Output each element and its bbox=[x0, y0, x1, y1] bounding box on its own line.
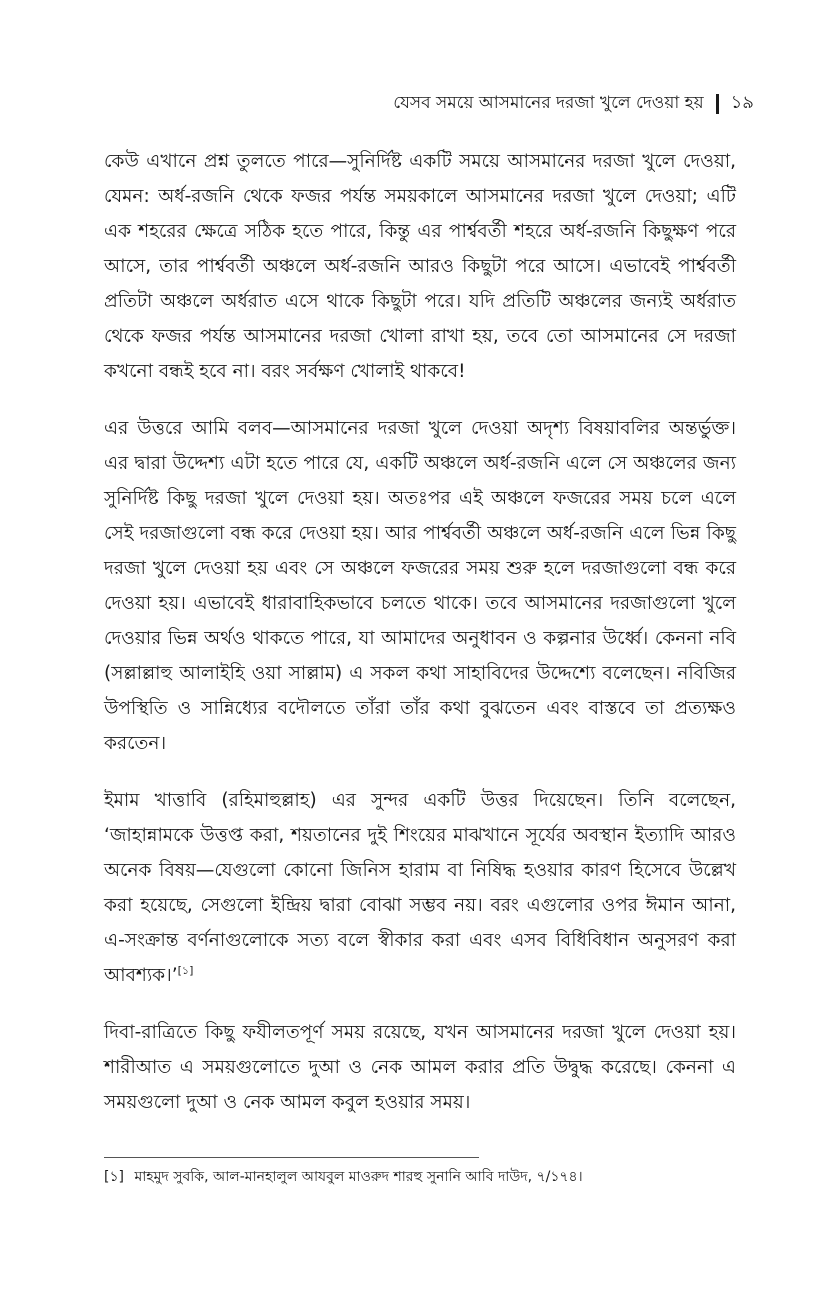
chapter-title: যেসব সময়ে আসমানের দরজা খুলে দেওয়া হয় bbox=[393, 92, 704, 113]
footnote-divider bbox=[104, 1157, 479, 1158]
footnote-marker: [১] bbox=[104, 1169, 125, 1185]
page-number: ১৯ bbox=[730, 92, 754, 113]
paragraph-3 bbox=[104, 783, 736, 993]
paragraph-3-text: ইমাম খাত্তাবি (রহিমাহুল্লাহ) এর সুন্দর একটি উত্তর দিয়েছেন। তিনি বলেছেন, ‘জাহান্নামকে উত্তপ্ত করা, শয়তানের দুই শিংয়ের মাঝখানে সূর্যের অবস্থান ইত্যাদি আরও অনেক বিষয়—যেগুলো কোনো জিনিস হারাম বা নিষিদ্ধ হওয়ার কারণ হিসেবে উল্লেখ করা হয়েছে, সেগুলো ইন্দ্রিয় দ্বারা বোঝা সম্ভব নয়। বরং এগুলোর ওপর ঈমান আনা, এ-সংক্রান্ত বর্ণনাগুলোকে সত্য বলে স্বীকার করা এবং এসব বিধিবিধান অনুসরণ করা আবশ্যক।’ bbox=[104, 790, 736, 986]
header-separator bbox=[716, 94, 719, 114]
paragraph-2: এর উত্তরে আমি বলব—আসমানের দরজা খুলে দেওয়া অদৃশ্য বিষয়াবলির অন্তর্ভুক্ত। এর দ্বারা উদ্দেশ্য এটা হতে পারে যে, একটি অঞ্চলে অর্ধ-রজনি এলে সে অঞ্চলের জন্য সুনির্দিষ্ট কিছু দরজা খুলে দেওয়া হয়। অতঃপর এই অঞ্চলে ফজরের সময় চলে এলে সেই দরজাগুলো বন্ধ করে দেওয়া হয়। আর পার্শ্ববর্তী অঞ্চলে অর্ধ-রজনি এলে ভিন্ন কিছু দরজা খুলে দেওয়া হয় এবং সে অঞ্চলে ফজরের সময় শুরু হলে দরজাগুলো বন্ধ করে দেওয়া হয়। এভাবেই ধারাবাহিকভাবে চলতে থাকে। তবে আসমানের দরজাগুলো খুলে দেওয়ার ভিন্ন অর্থও থাকতে পারে, যা আমাদের অনুধাবন ও কল্পনার উর্ধ্বে। কেননা নবি (সল্লাল্লাহু আলাইহি ওয়া সাল্লাম) এ সকল কথা সাহাবিদের উদ্দেশ্যে বলেছেন। নবিজির উপস্থিতি ও সান্নিধ্যের বদৌলতে তাঁরা তাঁর কথা বুঝতেন এবং বাস্তবে তা প্রত্যক্ষও করতেন। bbox=[104, 418, 736, 754]
running-header bbox=[393, 88, 754, 119]
paragraph-1: কেউ এখানে প্রশ্ন তুলতে পারে—সুনির্দিষ্ট একটি সময়ে আসমানের দরজা খুলে দেওয়া, যেমন: অর্ধ-রজনি থেকে ফজর পর্যন্ত সময়কালে আসমানের দরজা খুলে দেওয়া; এটি এক শহরের ক্ষেত্রে সঠিক হতে পারে, কিন্তু এর পার্শ্ববর্তী শহরে অর্ধ-রজনি কিছুক্ষণ পরে আসে, তার পার্শ্ববর্তী অঞ্চলে অর্ধ-রজনি আরও কিছুটা পরে আসে। এভাবেই পার্শ্ববর্তী প্রতিটা অঞ্চলে অর্ধরাত এসে থাকে কিছুটা পরে। যদি প্রতিটি অঞ্চলের জন্যই অর্ধরাত থেকে ফজর পর্যন্ত আসমানের দরজা খোলা রাখা হয়, তবে তো আসমানের সে দরজা কখনো বন্ধই হবে না। বরং সর্বক্ষণ খোলাই থাকবে! bbox=[104, 151, 736, 382]
paragraph-4: দিবা-রাত্রিতে কিছু ফযীলতপূর্ণ সময় রয়েছে, যখন আসমানের দরজা খুলে দেওয়া হয়। শারীআত এ সময়গুলোতে দুআ ও নেক আমল করার প্রতি উদ্বুদ্ধ করেছে। কেননা এ সময়গুলো দুআ ও নেক আমল কবুল হওয়ার সময়। bbox=[104, 1022, 736, 1113]
footnote bbox=[104, 1166, 744, 1188]
body-text bbox=[104, 144, 736, 1142]
footnote-reference[interactable]: [১] bbox=[177, 963, 194, 977]
footnote-text: মাহমুদ সুবকি, আল-মানহালুল আযবুল মাওরুদ শারহু সুনানি আবি দাউদ, ৭/১৭৪। bbox=[134, 1169, 583, 1185]
